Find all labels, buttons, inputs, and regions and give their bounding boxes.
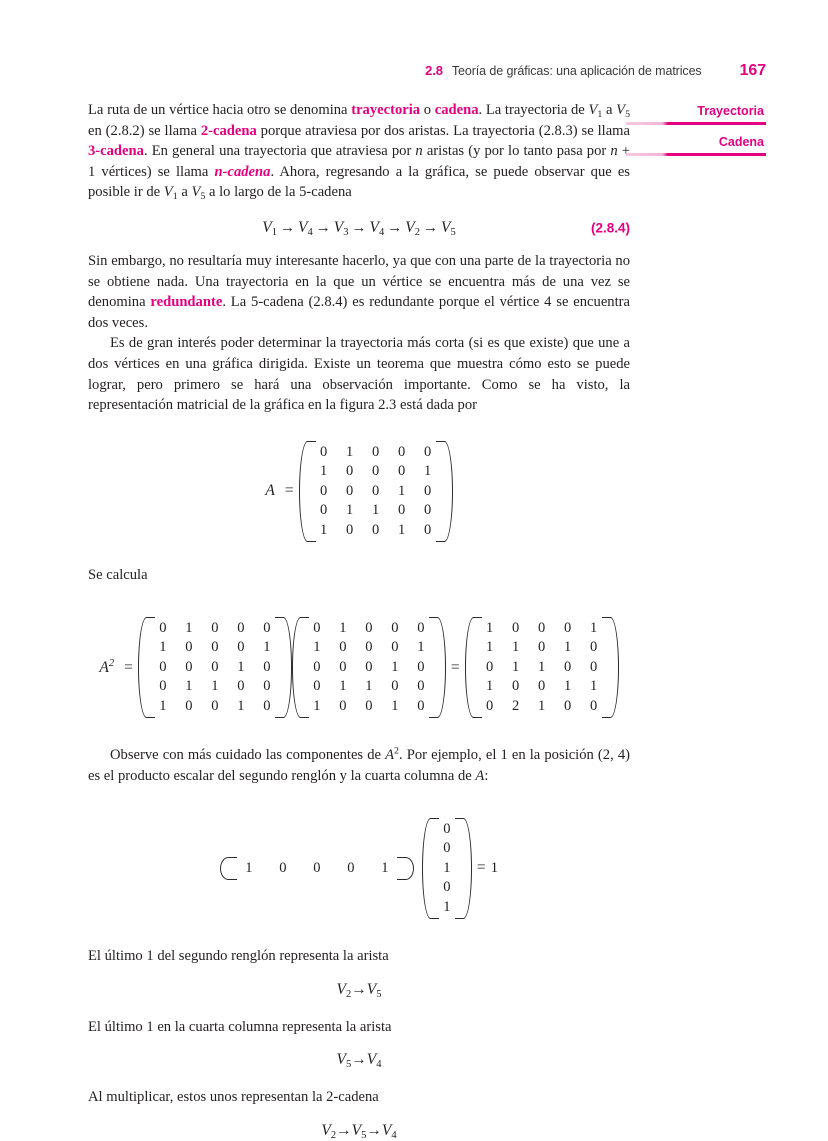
right-paren — [609, 616, 619, 720]
matrix-cell: 0 — [589, 658, 598, 675]
keyword-cadena: cadena — [434, 102, 479, 118]
matrix-cell: 0 — [511, 619, 520, 636]
matrix-cell: 0 — [397, 463, 406, 480]
matrix-cell: 1 — [537, 697, 546, 714]
math-var: V — [298, 218, 308, 236]
matrix-cell: 0 — [279, 859, 287, 876]
matrix-cell: 0 — [237, 639, 245, 656]
matrix-cell: 1 — [365, 678, 373, 695]
page-content — [88, 100, 630, 1140]
math-var: V — [262, 218, 272, 236]
margin-note-cadena — [626, 135, 766, 156]
math-var: V — [405, 218, 415, 236]
right-paren — [404, 856, 414, 882]
running-head — [0, 62, 766, 80]
matrix-cell: 0 — [339, 697, 347, 714]
left-paren — [422, 817, 432, 921]
text-run: a — [177, 184, 192, 201]
math-sub: 4 — [307, 226, 313, 238]
matrix-cell: 0 — [537, 678, 546, 695]
left-paren — [292, 616, 302, 720]
matrix-cell: 1 — [185, 678, 193, 695]
math-sub: 1 — [597, 108, 603, 120]
math-sub: 5 — [625, 108, 631, 120]
math-var: V — [336, 980, 346, 998]
matrix-cell: 0 — [345, 463, 354, 480]
arrow-glyph: → — [351, 980, 367, 998]
math-var: V — [366, 980, 377, 998]
matrix-cell: 0 — [313, 619, 321, 636]
matrix-cell: 0 — [391, 619, 399, 636]
math-var: V — [440, 218, 451, 236]
matrix-cell: 0 — [365, 697, 373, 714]
matrix-cell: 0 — [339, 658, 347, 675]
matrix-factor-1 — [138, 616, 292, 720]
matrix-cell: 0 — [417, 697, 425, 714]
paragraph-8: Al multiplicar, estos unos representan la 2-cadena — [88, 1089, 379, 1106]
equation-number: (2.8.4) — [590, 220, 630, 236]
matrix-cell: 0 — [313, 658, 321, 675]
matrix-cell: 0 — [263, 697, 271, 714]
matrix-cell: 1 — [371, 502, 380, 519]
matrix-label-exponent: 2 — [108, 657, 115, 669]
math-var: A — [475, 767, 485, 784]
math-sub: 1 — [271, 226, 278, 238]
math-var: V — [588, 102, 598, 118]
keyword-trayectoria: trayectoria — [351, 102, 421, 118]
right-paren — [436, 616, 446, 720]
paragraph-3: Es de gran interés poder determinar la trayectoria más corta (si es que existe) que une a dos vértices en una gráfica dirigida. Existe un teorema que muestra cómo esto se puede lograr, pero primero se hará una observación importante. Como se ha visto, la representación matricial de la gráfica en la figura 2.3 está dada por — [88, 335, 630, 414]
text-run: La ruta de un vértice hacia otro se denomina — [88, 102, 352, 118]
matrix-cell: 0 — [563, 658, 572, 675]
equation-matrix-a — [88, 440, 630, 544]
matrix-cell: 0 — [365, 639, 373, 656]
matrix-cell: 1 — [159, 639, 167, 656]
matrix-cell: 1 — [485, 678, 494, 695]
matrix-label-base: A — [99, 658, 109, 676]
matrix-cell: 0 — [443, 820, 451, 837]
math-sub: 2 — [345, 988, 352, 1000]
math-sub: 1 — [172, 191, 178, 203]
dot-product-result: 1 — [490, 859, 499, 876]
margin-note-rule — [626, 122, 766, 125]
matrix-cell: 0 — [313, 678, 321, 695]
matrix-cell: 1 — [485, 639, 494, 656]
matrix-cell: 0 — [319, 502, 328, 519]
text-run: Observe con más cuidado las componentes de — [110, 747, 386, 764]
math-var: V — [381, 1121, 392, 1139]
matrix-cell: 1 — [563, 639, 572, 656]
math-sup: 2 — [394, 745, 399, 757]
math-var: V — [321, 1121, 331, 1139]
matrix-factor-2-grid — [302, 616, 436, 720]
matrix-cell: 1 — [237, 697, 245, 714]
matrix-cell: 0 — [185, 639, 193, 656]
matrix-cell: 0 — [423, 443, 432, 460]
text-run: a — [602, 102, 617, 118]
matrix-cell: 1 — [537, 658, 546, 675]
margin-note-label: Trayectoria — [697, 104, 764, 118]
equation-chain-v2-v5-v4 — [88, 1122, 630, 1140]
text-run: : — [484, 767, 489, 784]
arrow-glyph: → — [422, 219, 438, 236]
matrix-cell: 0 — [263, 619, 271, 636]
text-run: Sin embargo, no resultaría muy interesante hacerlo, ya que con una parte de la trayectoria no se obtiene nada. Una trayectoria en la que un vértice se encuentra más de una vez se denomina — [88, 252, 630, 311]
matrix-cell: 0 — [185, 658, 193, 675]
running-head-section-title: Teoría de gráficas: una aplicación de matrices — [451, 64, 702, 78]
arrow-glyph: → — [351, 1051, 367, 1069]
right-paren — [462, 817, 472, 921]
matrix-cell: 0 — [211, 697, 219, 714]
equation-2-8-4 — [88, 219, 630, 237]
keyword-3-cadena: 3-cadena — [88, 143, 144, 160]
left-paren — [138, 616, 148, 720]
text-run: . La trayectoria de — [478, 102, 589, 118]
matrix-cell: 0 — [371, 521, 380, 538]
text-run: porque atraviesa por dos aristas. La trayectoria (2.8.3) se llama — [256, 122, 630, 139]
matrix-factor-2 — [292, 616, 446, 720]
matrix-cell: 0 — [319, 482, 328, 499]
matrix-cell: 0 — [417, 619, 425, 636]
matrix-cell: 1 — [339, 619, 347, 636]
matrix-cell: 1 — [589, 619, 598, 636]
matrix-cell: 0 — [563, 697, 572, 714]
arrow-glyph: → — [351, 219, 367, 236]
matrix-cell: 1 — [339, 678, 347, 695]
text-run: + 1 vértices) se llama — [88, 143, 630, 180]
arrow-glyph: → — [336, 1121, 352, 1139]
keyword-n-cadena: n-cadena — [214, 163, 271, 180]
matrix-cell: 0 — [391, 639, 399, 656]
math-var: V — [163, 184, 173, 201]
margin-note-label: Cadena — [718, 135, 764, 149]
matrix-cell: 1 — [397, 482, 406, 499]
matrix-label-a: A — [265, 482, 275, 500]
math-sub: 2 — [414, 226, 420, 238]
math-sub: 5 — [200, 191, 206, 203]
math-sub: 5 — [376, 988, 382, 1000]
matrix-cell: 1 — [237, 658, 245, 675]
running-head-section-number: 2.8 — [425, 63, 443, 78]
math-var: A — [385, 747, 395, 764]
paragraph-5 — [88, 745, 630, 786]
matrix-cell: 0 — [159, 619, 167, 636]
math-sub: 3 — [343, 226, 349, 238]
matrix-cell: 0 — [263, 678, 271, 695]
matrix-cell: 0 — [537, 619, 546, 636]
chain-expression — [262, 219, 455, 236]
matrix-cell: 0 — [185, 697, 193, 714]
math-var: n — [415, 143, 423, 160]
matrix-cell: 1 — [185, 619, 193, 636]
matrix-cell: 1 — [345, 502, 354, 519]
matrix-cell: 0 — [423, 521, 432, 538]
math-sub: 4 — [376, 1059, 382, 1071]
matrix-cell: 1 — [319, 463, 328, 480]
matrix-cell: 0 — [371, 482, 380, 499]
math-sub: 5 — [345, 1059, 352, 1071]
matrix-cell: 0 — [443, 840, 451, 856]
matrix-cell: 0 — [237, 619, 245, 636]
matrix-cell: 2 — [511, 697, 520, 714]
row-vector-grid — [230, 856, 404, 882]
equation-edge-v2-v5 — [88, 981, 630, 999]
matrix-cell: 0 — [211, 658, 219, 675]
matrix-cell: 0 — [589, 697, 598, 714]
equals-sign: = — [476, 859, 486, 877]
text-run: en (2.8.2) se llama — [88, 122, 201, 139]
matrix-cell: 0 — [417, 678, 425, 695]
matrix-cell: 0 — [263, 658, 271, 675]
left-paren — [220, 856, 230, 882]
matrix-cell: 0 — [485, 697, 494, 714]
paragraph-6: El último 1 del segundo renglón representa la arista — [88, 948, 389, 964]
matrix-label-a-squared — [99, 659, 114, 677]
matrix-cell: 0 — [371, 443, 380, 460]
math-var: V — [191, 184, 201, 201]
matrix-cell: 0 — [423, 502, 432, 519]
arrow-glyph: → — [280, 219, 296, 236]
matrix-cell: 1 — [511, 658, 520, 675]
matrix-cell: 1 — [313, 639, 321, 656]
matrix-cell: 0 — [371, 463, 380, 480]
matrix-cell: 1 — [397, 521, 406, 538]
matrix-result — [465, 616, 619, 720]
math-var: V — [336, 1051, 346, 1069]
math-var: V — [366, 1051, 377, 1069]
paragraph-4: Se calcula — [88, 567, 148, 584]
keyword-redundante: redundante — [150, 294, 223, 311]
arrow-glyph: → — [315, 219, 331, 236]
margin-note-rule — [626, 153, 766, 156]
math-var: V — [333, 218, 344, 236]
matrix-cell: 1 — [345, 443, 354, 460]
matrix-cell: 0 — [237, 678, 245, 695]
math-sub: 4 — [378, 226, 385, 238]
matrix-cell: 1 — [417, 639, 425, 656]
matrix-cell: 1 — [563, 678, 572, 695]
matrix-cell: 0 — [319, 443, 328, 460]
matrix-cell: 0 — [211, 639, 219, 656]
matrix-cell: 0 — [391, 678, 399, 695]
equals-sign-2: = — [450, 658, 460, 676]
keyword-2-cadena: 2-cadena — [200, 122, 257, 139]
matrix-cell: 1 — [381, 859, 389, 876]
matrix-cell: 0 — [365, 619, 373, 636]
matrix-cell: 0 — [397, 443, 406, 460]
equation-edge-v5-v4 — [88, 1051, 630, 1069]
matrix-cell: 1 — [485, 619, 494, 636]
row-vector — [220, 856, 414, 882]
paragraph-2 — [88, 251, 630, 333]
matrix-cell: 0 — [159, 658, 167, 675]
math-sub: 5 — [361, 1129, 367, 1141]
text-run: o — [420, 102, 435, 118]
matrix-a-grid — [309, 440, 443, 544]
arrow-glyph: → — [366, 1121, 382, 1139]
matrix-cell: 0 — [443, 879, 451, 895]
page-number: 167 — [739, 62, 766, 79]
matrix-cell: 1 — [443, 859, 451, 876]
math-sub: 2 — [330, 1129, 337, 1141]
matrix-cell: 0 — [589, 639, 598, 656]
equals-sign: = — [124, 658, 133, 676]
text-run: a lo largo de la 5-cadena — [205, 184, 352, 201]
matrix-cell: 1 — [443, 898, 451, 915]
matrix-factor-1-grid — [148, 616, 282, 720]
math-sub: 4 — [391, 1129, 397, 1141]
math-var: n — [610, 143, 618, 160]
math-var: V — [351, 1121, 362, 1139]
left-paren — [465, 616, 475, 720]
paragraph-7: El último 1 en la cuarta columna representa la arista — [88, 1018, 392, 1035]
matrix-cell: 0 — [211, 619, 219, 636]
math-var: V — [369, 218, 379, 236]
equation-dot-product — [88, 817, 630, 921]
matrix-cell: 0 — [313, 859, 321, 876]
matrix-cell: 1 — [589, 678, 598, 695]
paragraph-1 — [88, 100, 630, 203]
matrix-cell: 1 — [319, 521, 328, 538]
equals-sign: = — [284, 482, 294, 500]
matrix-cell: 0 — [537, 639, 546, 656]
text-run: . Por ejemplo, el 1 en la posición (2, 4) es el producto escalar del segundo renglón y la cuarta columna de — [88, 747, 630, 784]
matrix-result-grid — [475, 616, 609, 720]
matrix-cell: 0 — [345, 521, 354, 538]
column-vector — [422, 817, 472, 921]
matrix-cell: 1 — [159, 697, 167, 714]
text-run: aristas (y por lo tanto pasa por — [422, 143, 611, 160]
matrix-cell: 1 — [423, 463, 432, 480]
margin-note-trayectoria — [626, 104, 766, 125]
matrix-cell: 0 — [511, 678, 520, 695]
left-paren — [299, 440, 309, 544]
matrix-cell: 0 — [159, 678, 167, 695]
matrix-a — [299, 440, 453, 544]
matrix-cell: 0 — [397, 502, 406, 519]
matrix-cell: 0 — [417, 658, 425, 675]
matrix-cell: 1 — [391, 697, 399, 714]
matrix-cell: 0 — [563, 619, 572, 636]
text-run: . La 5-cadena (2.8.4) es redundante porque el vértice 4 se encuentra dos veces. — [88, 294, 630, 331]
matrix-cell: 1 — [313, 697, 321, 714]
matrix-cell: 1 — [391, 658, 399, 675]
matrix-cell: 0 — [485, 658, 494, 675]
right-paren — [282, 616, 292, 720]
math-var: V — [616, 102, 626, 118]
text-run: . Ahora, regresando a la gráfica, se puede observar que es posible ir de — [88, 163, 630, 201]
matrix-cell: 0 — [423, 482, 432, 499]
right-paren — [443, 440, 453, 544]
matrix-cell: 1 — [263, 639, 271, 656]
text-run: . En general una trayectoria que atraviesa por — [143, 143, 416, 160]
matrix-cell: 0 — [365, 658, 373, 675]
math-sub: 5 — [450, 226, 456, 238]
matrix-cell: 0 — [339, 639, 347, 656]
matrix-cell: 1 — [245, 859, 253, 876]
matrix-cell: 0 — [347, 859, 355, 876]
matrix-cell: 0 — [345, 482, 354, 499]
matrix-cell: 1 — [211, 678, 219, 695]
matrix-cell: 1 — [511, 639, 520, 656]
equation-matrix-a-squared — [88, 616, 630, 720]
arrow-glyph: → — [387, 219, 403, 236]
